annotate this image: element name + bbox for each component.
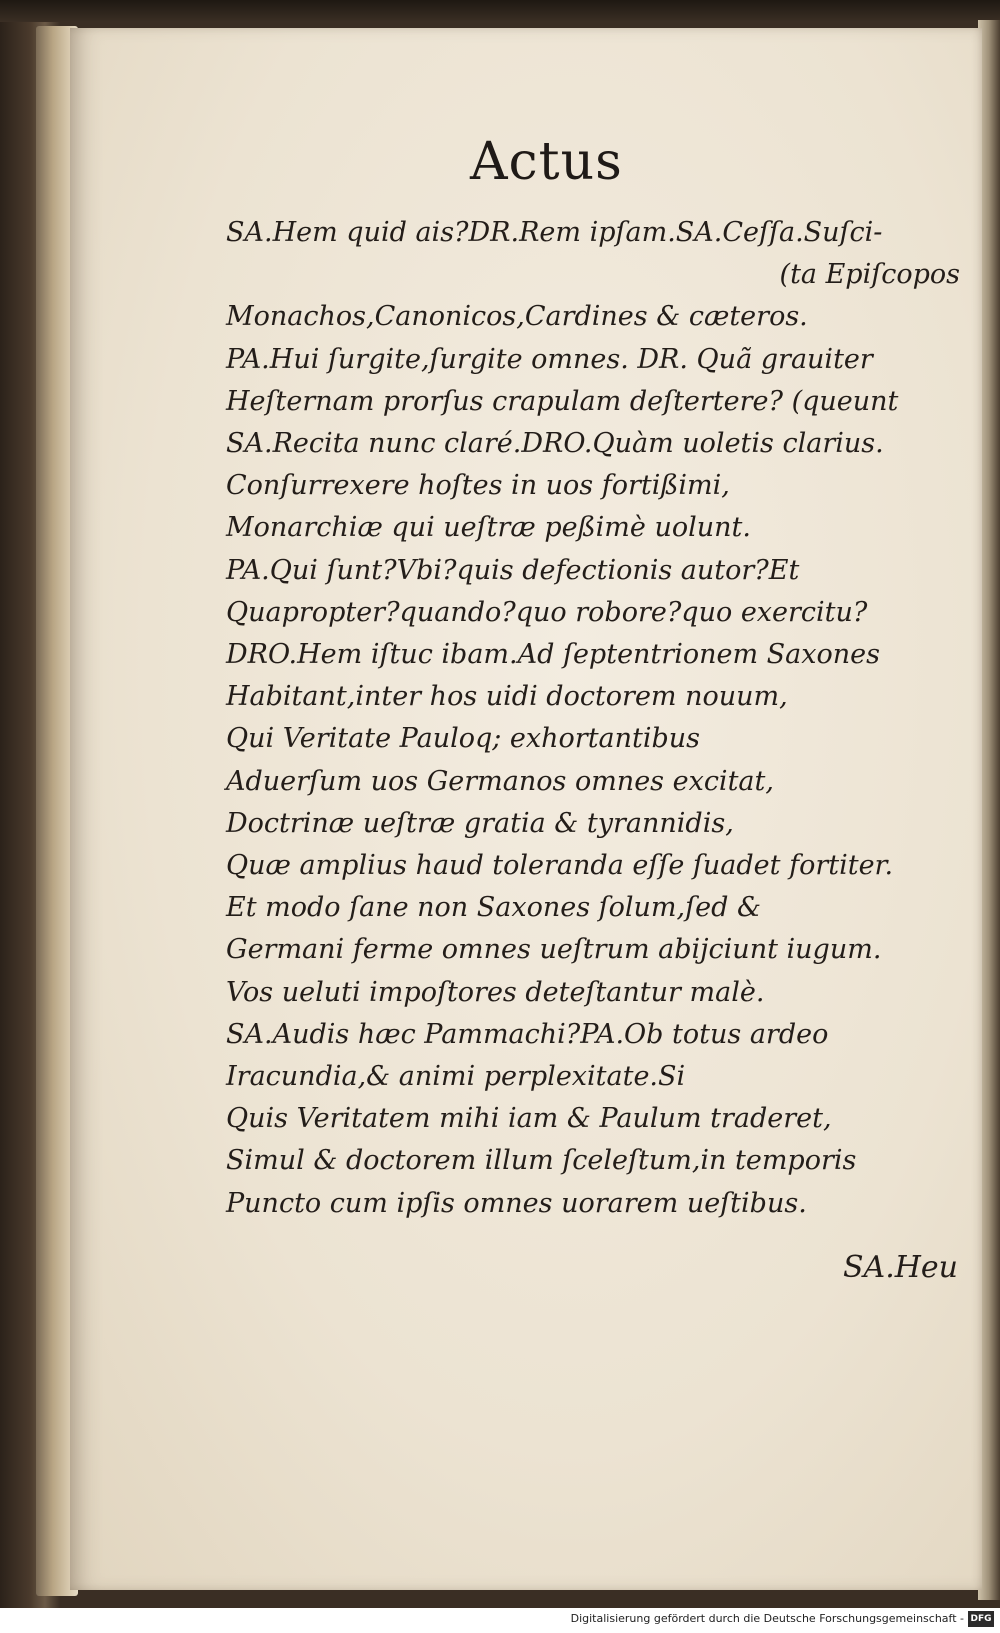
text-line: Qui Veritate Pauloq; exhortantibus bbox=[226, 723, 701, 755]
text-line: Quis Veritatem mihi iam & Paulum traderet, bbox=[226, 1103, 832, 1135]
text-line: Conſurrexere hoſtes in uos fortißimi, bbox=[226, 470, 730, 502]
text-line: PA.Qui ſunt?Vbi?quis defectionis autor?Et bbox=[226, 554, 800, 586]
text-line: Monarchiæ qui ueſtræ peßimè uolunt. bbox=[226, 512, 751, 544]
text-line: Simul & doctorem illum ſceleſtum,in temporis bbox=[226, 1145, 857, 1177]
text-line: Doctrinæ ueſtræ gratia & tyrannidis, bbox=[226, 807, 734, 839]
text-line: Habitant,inter hos uidi doctorem nouum, bbox=[226, 681, 788, 713]
text-line: DRO.Hem iſtuc ibam.Ad ſeptentrionem Saxones bbox=[226, 639, 880, 671]
text-line: Germani ferme omnes ueſtrum abijciunt iugum. bbox=[226, 934, 882, 966]
text-line: Heſternam prorſus crapulam deſtertere? (queunt bbox=[226, 385, 899, 417]
text-line: SA.Recita nunc claré.DRO.Quàm uoletis clarius. bbox=[226, 428, 884, 460]
text-line: Vos ueluti impoſtores deteſtantur malè. bbox=[226, 976, 765, 1008]
catchword: SA.Heu bbox=[843, 1250, 958, 1285]
text-line: Aduerſum uos Germanos omnes excitat, bbox=[226, 765, 774, 797]
text-line: PA.Hui ſurgite,ſurgite omnes. DR. Quã grauiter bbox=[226, 343, 873, 375]
text-line: Quapropter?quando?quo robore?quo exercitu? bbox=[226, 596, 868, 628]
text-line: Quæ amplius haud toleranda eſſe ſuadet fortiter. bbox=[226, 850, 894, 882]
text-line: Iracundia,& animi perplexitate.Si bbox=[226, 1061, 686, 1093]
dfg-logo: DFG bbox=[968, 1611, 994, 1627]
text-line: (ta Epiſcopos bbox=[779, 259, 960, 291]
scan-top-edge bbox=[0, 0, 1000, 22]
running-header: Actus bbox=[470, 132, 623, 192]
text-line: SA.Hem quid ais?DR.Rem ipſam.SA.Ceſſa.Suſci- bbox=[226, 217, 883, 248]
digitization-footer bbox=[0, 1608, 1000, 1633]
funding-notice: Digitalisierung gefördert durch die Deutsche Forschungsgemeinschaft - bbox=[570, 1612, 964, 1625]
verse-text bbox=[226, 212, 966, 1225]
text-line: Monachos,Canonicos,Cardines & cæteros. bbox=[226, 301, 808, 333]
text-line: Puncto cum ipſis omnes uorarem ueſtibus. bbox=[226, 1187, 807, 1219]
text-line: SA.Audis hæc Pammachi?PA.Ob totus ardeo bbox=[226, 1018, 829, 1050]
text-line: Et modo ſane non Saxones ſolum,ſed & bbox=[226, 892, 761, 924]
